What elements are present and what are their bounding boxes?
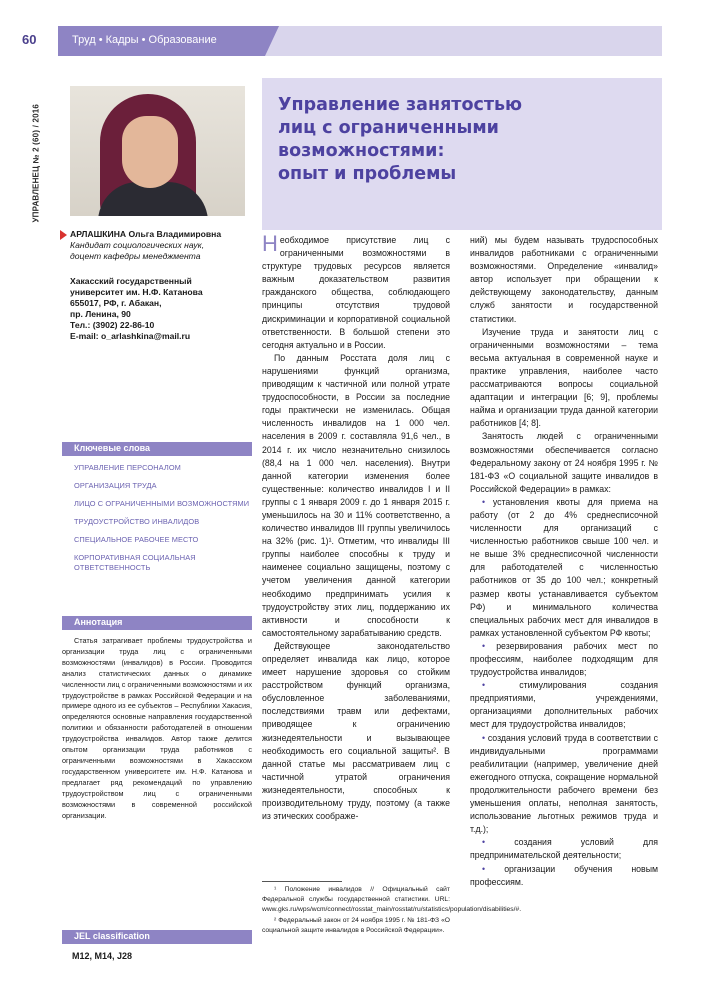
journal-label: УПРАВЛЕНЕЦ № 2 (60) / 2016 [31, 103, 41, 223]
bullet-text: установления квоты для приема на работу (от 2 до 4% среднесписочной численности для организаций с численностью работников свыше 100 чел. и не выше 3% среднесписочной численности для работодателей с численностью работников от 35 до 100 чел.; конкретный размер квоты устанавливается субъектом РФ) и минимального количества специальных рабочих мест для инвалидов в рамках установленной субъектом РФ квоты; [470, 496, 659, 638]
jel-codes: M12, M14, J28 [72, 951, 133, 961]
author-position: доцент кафедры менеджмента [70, 251, 201, 261]
author-email[interactable]: E-mail: o_arlashkina@mail.ru [70, 331, 191, 341]
bullet-item [470, 640, 658, 679]
author-affiliation [70, 276, 250, 342]
footnote-2: ² Федеральный закон от 24 ноября 1995 г. № 181-ФЗ «О социальной защите инвалидов в Российской Федерации». [262, 916, 450, 934]
page-number-box [0, 26, 58, 56]
bullet-icon: • [482, 680, 520, 691]
header-bar-light [279, 26, 662, 56]
keyword-item: УПРАВЛЕНИЕ ПЕРСОНАЛОМ [74, 463, 181, 472]
author-name: АРЛАШКИНА Ольга Владимировна [70, 229, 222, 239]
affiliation-line-1: Хакасский государственный [70, 276, 192, 286]
keyword-item: ТРУДОУСТРОЙСТВО ИНВАЛИДОВ [74, 517, 200, 526]
paragraph-1-text: еобходимое присутствие лиц с ограниченными возможностями в структуре трудовых ресурсов является важным доказательством развития гражданского общества, соблюдающего принципы отсутствия трудовой дискриминации и корпоративной социальной ответственности. В большой степени это сегодня актуально и в России. [262, 235, 450, 350]
author-block [70, 229, 250, 342]
body-column-1 [262, 231, 450, 823]
body-paragraph-1 [262, 231, 450, 352]
body-paragraph-2: По данным Росстата доля лиц с нарушениями функций организма, приводящим к частичной или полной утрате трудоспособности, в России за последние годы практически не изменилась. Общая численность инвалидов на 1 000 чел. населения в 2009 г. составляла 91,6 чел., в 2014 г. их число незначительно снизилось (88,4 на 1 000 чел. населения). Внутри данной категории изменения более существенные: количество инвалидов I и II группы с 1 января 2009 г. до 1 января 2015 г. уменьшилось на 30 и 11% соответственно, а количество инвалидов III группы увеличилось на 32% (рис. 1)¹. Отметим, что инвалиды III группы наиболее способны к труду и наименее социально защищены, поэтому с учетом увеличения данной категории необходимо предпринимать усилия к трудоустройству этих лиц, поддержанию их активности и способности к самостоятельному зарабатыванию средств. [262, 352, 450, 638]
address-line-2: пр. Ленина, 90 [70, 309, 131, 319]
keyword-item: КОРПОРАТИВНАЯ СОЦИАЛЬНАЯ ОТВЕТСТВЕННОСТЬ [74, 553, 196, 572]
author-phone: Тел.: (3902) 22-86-10 [70, 320, 155, 330]
bullet-icon: • [482, 640, 497, 651]
abstract-paragraph: Статья затрагивает проблемы трудоустройства и организации труда лиц с ограниченными возможностями (инвалидов) в России. Проводится анализ статистических данных о динамике численности лиц с ограниченными возможностями и их трудоустройстве в рамках Российской Федерации и на примере одного из ее субъектов – Республики Хакасия, определяются основные направления государственной политики и обязанности работодателей в отношении трудоустройства инвалидов. Автор также делится опытом организации труда работников с ограниченными возможностями в Хакасском государственном университете им. Н.Ф. Катанова и предлагает ряд рекомендаций по управлению трудоустройством лиц с ограниченными возможностями в современной российской организации. [62, 636, 252, 820]
bullet-list [470, 496, 658, 889]
author-degree: Кандидат социологических наук, [70, 240, 205, 250]
title-line-3: опыт и проблемы [278, 164, 457, 184]
abstract-heading: Аннотация [74, 617, 123, 627]
address-line-1: 655017, РФ, г. Абакан, [70, 298, 162, 308]
bullet-text: резервирования рабочих мест по профессиям, наиболее подходящим для трудоустройства инвалидов; [470, 640, 658, 678]
keyword-item: ОРГАНИЗАЦИЯ ТРУДА [74, 481, 157, 490]
bullet-icon: • [482, 732, 488, 743]
article-title [278, 94, 658, 186]
title-line-1: Управление занятостью [278, 95, 523, 115]
photo-face [122, 116, 178, 188]
keyword-item: ЛИЦО С ОГРАНИЧЕННЫМИ ВОЗМОЖНОСТЯМИ [74, 499, 250, 508]
body-paragraph-6: Занятость людей с ограниченными возможностями обеспечивается согласно Федеральному закону от 24 ноября 1995 г. № 181-ФЗ «О социальной защите инвалидов в Российской Федерации» в рамках: [470, 431, 658, 494]
section-title: Труд • Кадры • Образование [72, 34, 217, 46]
body-paragraph-3: Действующее законодательство определяет инвалида как лицо, которое имеет нарушение здоровья со стойким расстройством функций организма, обусловленное заболеваниями, последствиями травм или дефектами, приводящее к ограничению жизнедеятельности и вызывающее необходимость его социальной защиты². В данной статье мы рассматриваем лиц с частичной утратой ограничения жизнедеятельности, способных к производительному труду, поэтому (а также из этических соображе- [262, 640, 450, 822]
body-paragraph-5: Изучение труда и занятости лиц с ограниченными возможностями – тема весьма актуальная в современной науке и практике управления, наиболее часто рассматриваются вопросы социальной адаптации и интеграции [6; 9], проблемы найма и организации труда данной категории работников [4; 8]. [470, 326, 658, 429]
journal-label-vertical [26, 86, 40, 226]
keywords-list [74, 463, 252, 581]
header-divider [265, 26, 279, 56]
author-marker-icon [60, 230, 67, 240]
keywords-header [62, 442, 252, 456]
bullet-icon: • [482, 837, 515, 848]
keywords-heading: Ключевые слова [74, 443, 151, 453]
bullet-item [470, 863, 658, 889]
bullet-item [470, 732, 658, 837]
footnote-1: ¹ Положение инвалидов // Официальный сайт Федеральной службы государственной статистики. URL: www.gks.ru/wps/wcm/connect/rosstat_main/rosstat/ru/statistics/population/disabilities/#. [262, 886, 522, 914]
jel-heading: JEL classification [74, 931, 150, 941]
bullet-text: организации обучения новым профессиям. [470, 863, 658, 887]
author-photo [70, 86, 245, 216]
bullet-item [470, 679, 658, 731]
bullet-text: стимулирования создания предприятиями, учреждениями, организациями дополнительных рабочих мест для трудоустройства инвалидов; [470, 680, 658, 730]
body-column-2 [470, 234, 658, 889]
footnote-rule [262, 881, 342, 882]
title-line-2: лиц с ограниченными возможностями: [278, 118, 499, 161]
drop-cap: Н [262, 231, 278, 256]
keyword-item: СПЕЦИАЛЬНОЕ РАБОЧЕЕ МЕСТО [74, 535, 199, 544]
abstract-header [62, 616, 252, 630]
body-paragraph-4: ний) мы будем называть трудоспособных инвалидов работниками с ограниченными возможностями. Определение «инвалид» автор использует при обращении к действующему законодательству, данным служб занятости и государственной статистики. [470, 235, 658, 324]
jel-header [62, 930, 252, 944]
bullet-icon: • [482, 863, 505, 874]
bullet-text: создания условий труда в соответствии с индивидуальными программами реабилитации (например, увеличение дней ежегодного отпуска, сокращение нормальной продолжительности рабочего времени без уменьшения оплаты, неполная занятость, использование льготных режимов труда и т.д.); [470, 732, 658, 835]
page-number: 60 [22, 32, 37, 47]
abstract-text [62, 636, 252, 821]
bullet-icon: • [482, 496, 493, 507]
affiliation-line-2: университет им. Н.Ф. Катанова [70, 287, 203, 297]
bullet-item [470, 836, 658, 862]
bullet-item [470, 496, 658, 640]
footnotes [262, 885, 522, 936]
title-box [262, 78, 662, 230]
bullet-text: создания условий для предпринимательской деятельности; [470, 837, 659, 861]
